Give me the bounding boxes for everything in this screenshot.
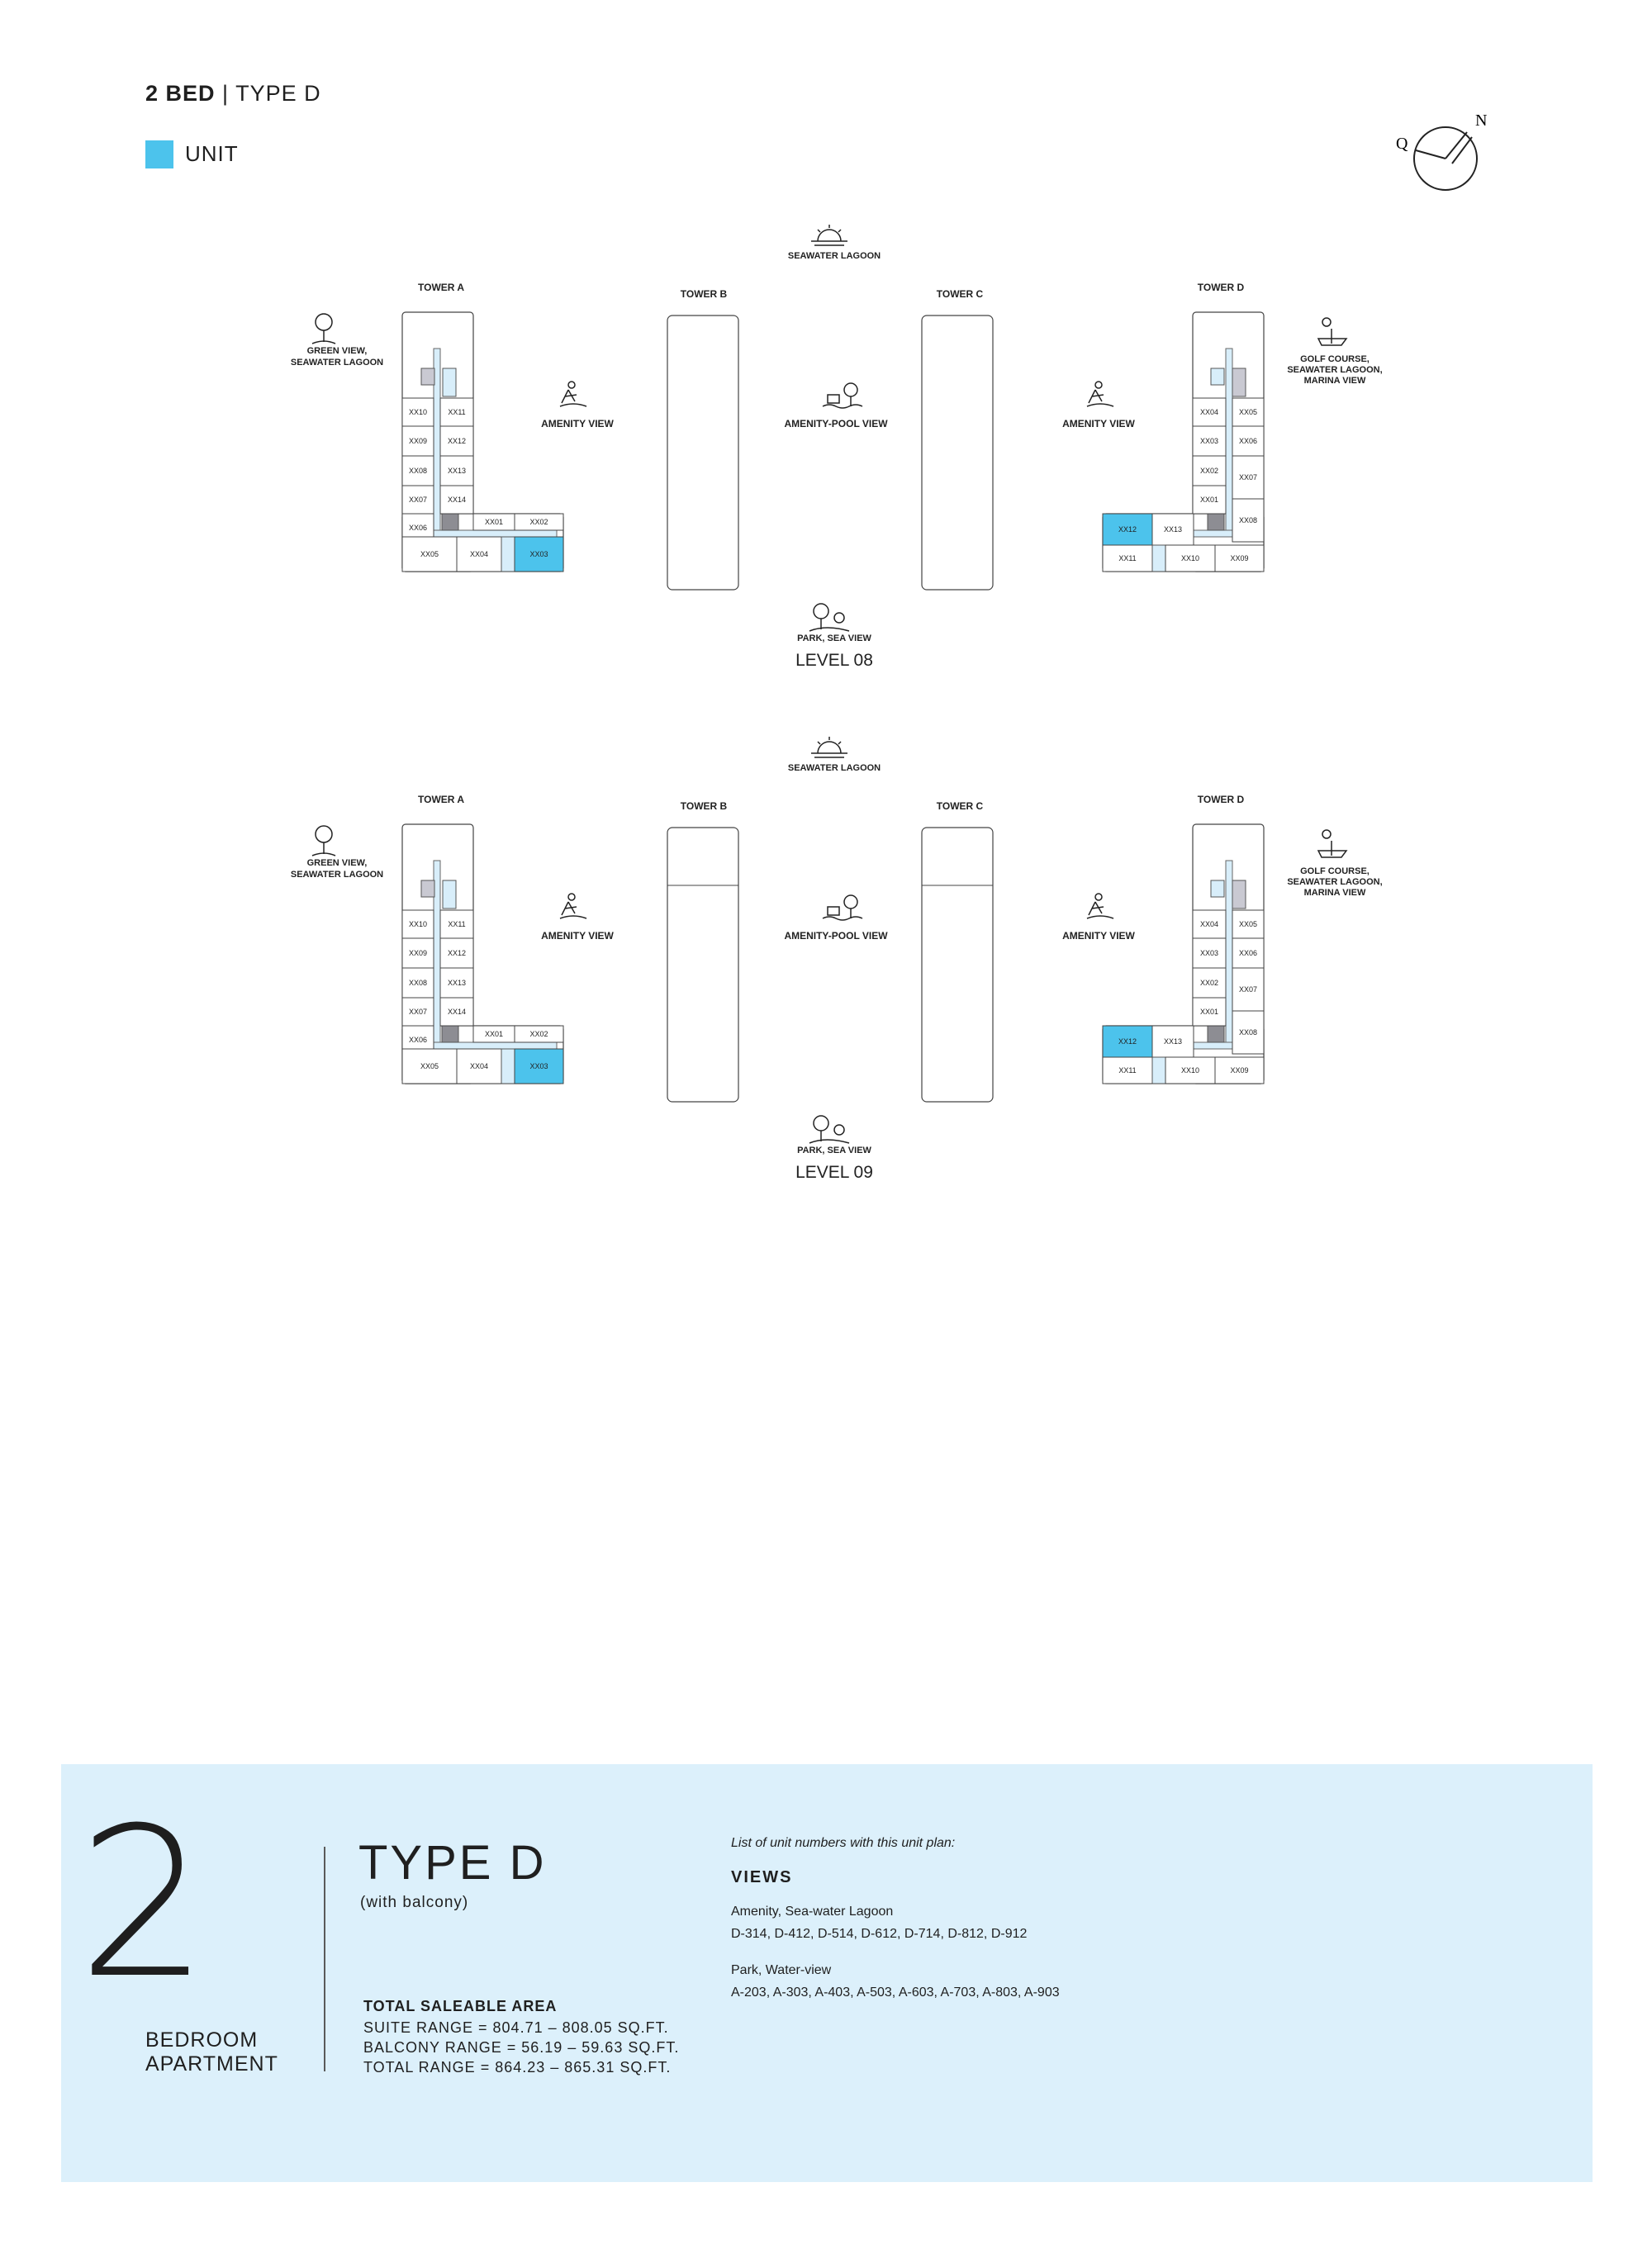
unit-label: XX11	[1118, 1066, 1137, 1075]
view-label-top: SEAWATER LAGOON	[787, 763, 881, 773]
view-group-name: Amenity, Sea-water Lagoon	[731, 1905, 894, 1919]
type-title: TYPE D	[358, 1836, 547, 1890]
unit-label: XX08	[408, 979, 428, 987]
tower-c-block	[922, 828, 993, 1102]
page-title	[145, 81, 321, 107]
tower-label-c: TOWER C	[936, 800, 984, 812]
unit-label: XX04	[1199, 920, 1219, 928]
unit-label: XX06	[1238, 437, 1258, 445]
floor-plan-level-08	[0, 223, 1652, 719]
tower-label-b: TOWER B	[680, 800, 728, 812]
tower-a-plan	[402, 824, 563, 1084]
unit-label: XX10	[408, 920, 428, 928]
tree-icon	[312, 314, 335, 344]
view-label-bottom: PARK, SEA VIEW	[797, 633, 871, 643]
unit-label: XX04	[469, 550, 489, 558]
unit-label: XX10	[408, 408, 428, 416]
total-range: TOTAL RANGE = 864.23 – 865.31 SQ.FT.	[363, 2059, 672, 2076]
area-title: TOTAL SALEABLE AREA	[363, 1998, 558, 2014]
unit-label: XX05	[420, 1062, 439, 1070]
title-separator: |	[222, 81, 230, 106]
view-label-amenity-d: AMENITY VIEW	[1062, 930, 1135, 942]
unit-label: XX13	[1163, 525, 1183, 534]
compass-n: N	[1475, 111, 1488, 130]
pool-icon	[823, 383, 862, 408]
view-label-left: GREEN VIEW,	[306, 858, 368, 868]
bedroom-number: 2	[78, 1783, 206, 2023]
apartment-word: APARTMENT	[145, 2052, 278, 2076]
unit-label: XX11	[448, 920, 466, 928]
unit-label: XX06	[408, 524, 428, 532]
unit-label: XX01	[484, 518, 504, 526]
unit-label: XX04	[469, 1062, 489, 1070]
view-label-right: SEAWATER LAGOON,	[1287, 365, 1383, 375]
unit-label: XX02	[529, 1030, 548, 1038]
tower-label-a: TOWER A	[418, 794, 464, 805]
tennis-icon	[560, 894, 586, 918]
view-group-units: A-203, A-303, A-403, A-503, A-603, A-703, A-803, A-903	[731, 1985, 1060, 2000]
unit-label: XX12	[1118, 1037, 1137, 1046]
park-icon	[809, 604, 849, 631]
tennis-icon	[1087, 382, 1113, 406]
compass-q: Q	[1396, 135, 1408, 153]
legend-label: UNIT	[185, 141, 239, 166]
floor-plan-level-09	[0, 735, 1652, 1231]
unit-label: XX05	[1238, 920, 1258, 928]
tower-a-plan	[402, 312, 563, 572]
unit-label: XX02	[529, 518, 548, 526]
unit-label: XX02	[1199, 467, 1219, 475]
units-intro: List of unit numbers with this unit plan:	[731, 1836, 956, 1850]
unit-label: XX12	[1118, 525, 1137, 534]
unit-label: XX06	[1238, 949, 1258, 957]
view-label-right: MARINA VIEW	[1303, 888, 1366, 898]
tower-d-plan	[1103, 824, 1264, 1084]
tower-d-plan	[1103, 312, 1264, 572]
view-label-amenity-a: AMENITY VIEW	[541, 418, 614, 429]
unit-label: XX10	[1180, 554, 1200, 562]
sunset-icon	[811, 737, 847, 757]
unit-label: XX12	[447, 949, 467, 957]
golf-boat-icon	[1318, 830, 1346, 857]
unit-label: XX05	[1238, 408, 1258, 416]
tower-b-block	[667, 315, 738, 590]
tower-b-block	[667, 828, 738, 1102]
unit-label: XX08	[408, 467, 428, 475]
compass-icon	[1396, 107, 1503, 198]
unit-label: XX13	[1163, 1037, 1183, 1046]
unit-label: XX01	[1199, 496, 1219, 504]
tower-label-c: TOWER C	[936, 288, 984, 300]
unit-label: XX09	[408, 949, 428, 957]
view-label-bottom: PARK, SEA VIEW	[797, 1146, 871, 1155]
unit-label: XX07	[1238, 473, 1258, 482]
view-label-left: SEAWATER LAGOON	[290, 358, 384, 368]
unit-label: XX05	[420, 550, 439, 558]
tennis-icon	[1087, 894, 1113, 918]
unit-label: XX13	[447, 979, 467, 987]
unit-label: XX06	[408, 1036, 428, 1044]
view-label-pool: AMENITY-POOL VIEW	[784, 930, 888, 942]
unit-label: XX03	[1199, 949, 1219, 957]
tower-label-d: TOWER D	[1197, 282, 1245, 293]
unit-label: XX11	[448, 408, 466, 416]
view-label-right: SEAWATER LAGOON,	[1287, 877, 1383, 887]
level-label: LEVEL 09	[795, 1163, 873, 1182]
suite-range: SUITE RANGE = 804.71 – 808.05 SQ.FT.	[363, 2019, 669, 2036]
view-group-units: D-314, D-412, D-514, D-612, D-714, D-812, D-912	[731, 1927, 1028, 1941]
unit-label: XX09	[1230, 554, 1249, 562]
view-label-right: MARINA VIEW	[1303, 376, 1366, 386]
unit-label: XX13	[447, 467, 467, 475]
view-label-right: GOLF COURSE,	[1300, 866, 1370, 876]
tower-label-b: TOWER B	[680, 288, 728, 300]
unit-label: XX07	[1238, 985, 1258, 994]
unit-label: XX09	[408, 437, 428, 445]
unit-label: XX03	[1199, 437, 1219, 445]
sunset-icon	[811, 225, 847, 245]
unit-label: XX12	[447, 437, 467, 445]
unit-label: XX08	[1238, 1028, 1258, 1037]
unit-label: XX01	[484, 1030, 504, 1038]
tower-label-d: TOWER D	[1197, 794, 1245, 805]
unit-label: XX08	[1238, 516, 1258, 524]
unit-label: XX14	[447, 496, 467, 504]
unit-label: XX01	[1199, 1008, 1219, 1016]
bedroom-word: BEDROOM	[145, 2028, 259, 2052]
tower-c-block	[922, 315, 993, 590]
unit-label: XX03	[529, 550, 548, 558]
legend-swatch	[145, 140, 173, 168]
type-subtitle: (with balcony)	[360, 1894, 469, 1911]
unit-label: XX07	[408, 496, 428, 504]
unit-label: XX10	[1180, 1066, 1200, 1075]
view-label-right: GOLF COURSE,	[1300, 354, 1370, 364]
unit-label: XX07	[408, 1008, 428, 1016]
view-label-pool: AMENITY-POOL VIEW	[784, 418, 888, 429]
unit-label: XX14	[447, 1008, 467, 1016]
unit-label: XX09	[1230, 1066, 1249, 1075]
pool-icon	[823, 895, 862, 920]
view-label-left: GREEN VIEW,	[306, 346, 368, 356]
tennis-icon	[560, 382, 586, 406]
golf-boat-icon	[1318, 318, 1346, 345]
unit-label: XX11	[1118, 554, 1137, 562]
view-label-amenity-d: AMENITY VIEW	[1062, 418, 1135, 429]
bed-count: 2 BED	[145, 81, 216, 106]
view-label-left: SEAWATER LAGOON	[290, 870, 384, 880]
info-divider	[324, 1847, 325, 2071]
unit-label: XX02	[1199, 979, 1219, 987]
tree-icon	[312, 826, 335, 856]
park-icon	[809, 1116, 849, 1143]
view-label-amenity-a: AMENITY VIEW	[541, 930, 614, 942]
bedroom-label	[145, 2028, 278, 2076]
tower-label-a: TOWER A	[418, 282, 464, 293]
balcony-range: BALCONY RANGE = 56.19 – 59.63 SQ.FT.	[363, 2039, 680, 2056]
view-label-top: SEAWATER LAGOON	[787, 251, 881, 261]
view-group-name: Park, Water-view	[731, 1963, 832, 1977]
level-label: LEVEL 08	[795, 651, 873, 670]
unit-label: XX04	[1199, 408, 1219, 416]
unit-type: TYPE D	[235, 81, 321, 106]
views-title: VIEWS	[731, 1868, 793, 1886]
unit-label: XX03	[529, 1062, 548, 1070]
